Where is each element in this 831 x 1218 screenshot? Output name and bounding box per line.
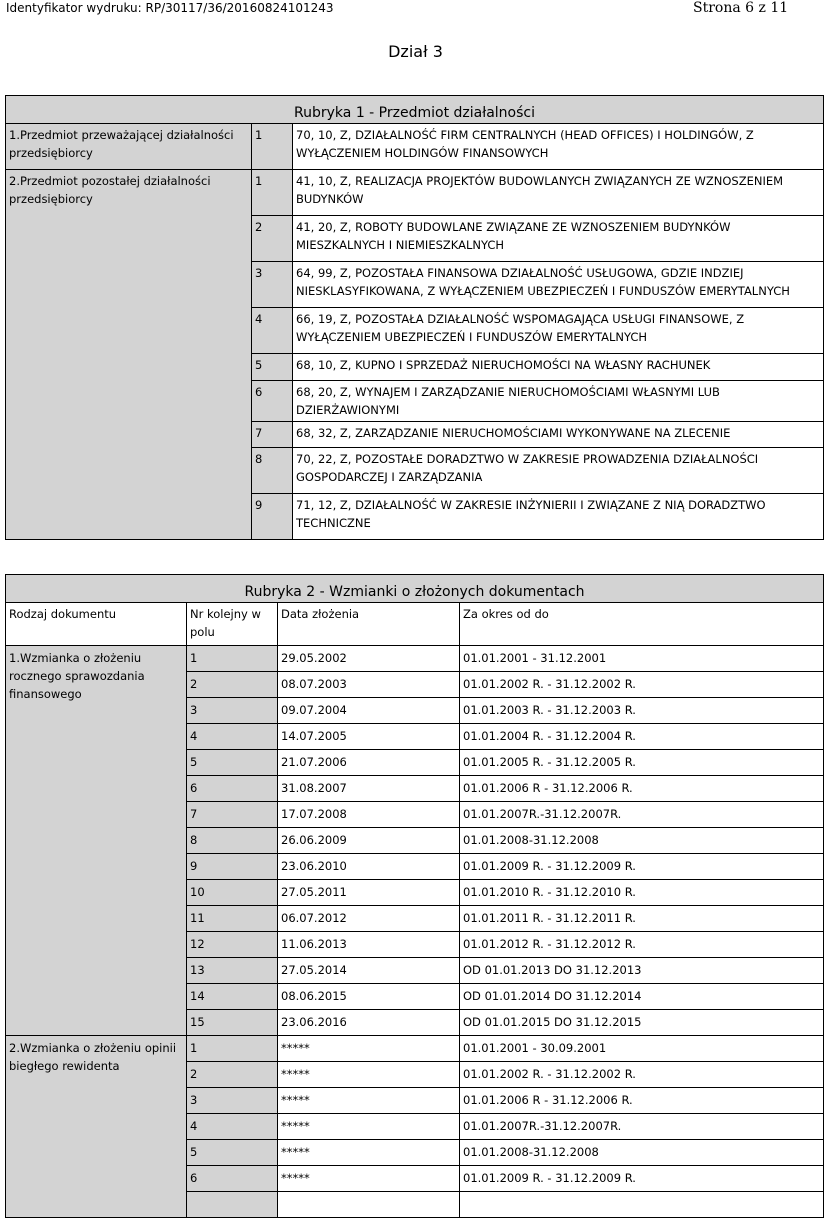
activity-number: 1 — [252, 170, 293, 216]
document-number: 3 — [187, 698, 278, 724]
activity-description: 41, 20, Z, ROBOTY BUDOWLANE ZWIĄZANE ZE WZNOSZENIEM BUDYNKÓW MIESZKALNYCH I NIEMIESZKALNYCH — [293, 216, 824, 262]
document-period: 01.01.2002 R. - 31.12.2002 R. — [460, 672, 824, 698]
document-number: 2 — [187, 672, 278, 698]
document-date: 06.07.2012 — [278, 906, 460, 932]
document-period: 01.01.2010 R. - 31.12.2010 R. — [460, 880, 824, 906]
document-period: 01.01.2002 R. - 31.12.2002 R. — [460, 1062, 824, 1088]
document-date: 26.06.2009 — [278, 828, 460, 854]
activity-description: 66, 19, Z, POZOSTAŁA DZIAŁALNOŚĆ WSPOMAGAJĄCA USŁUGI FINANSOWE, Z WYŁĄCZENIEM UBEZPIECZEŃ I FUNDUSZÓW EMERYTALNYCH — [293, 308, 824, 354]
document-date: 27.05.2014 — [278, 958, 460, 984]
page-number: Strona 6 z 11 — [693, 0, 789, 16]
document-period: 01.01.2012 R. - 31.12.2012 R. — [460, 932, 824, 958]
document-number: 4 — [187, 724, 278, 750]
activity-description: 70, 10, Z, DZIAŁALNOŚĆ FIRM CENTRALNYCH (HEAD OFFICES) I HOLDINGÓW, Z WYŁĄCZENIEM HOLDINGÓW FINANSOWYCH — [293, 124, 824, 170]
document-number: 1 — [187, 646, 278, 672]
print-identifier: Identyfikator wydruku: RP/30117/36/20160824101243 — [6, 1, 334, 15]
document-date: 08.07.2003 — [278, 672, 460, 698]
document-row — [6, 646, 824, 672]
document-number: 11 — [187, 906, 278, 932]
document-date: ***** — [278, 1036, 460, 1062]
document-period: OD 01.01.2013 DO 31.12.2013 — [460, 958, 824, 984]
document-date: ***** — [278, 1166, 460, 1192]
document-period: 01.01.2009 R. - 31.12.2009 R. — [460, 854, 824, 880]
document-period: 01.01.2005 R. - 31.12.2005 R. — [460, 750, 824, 776]
document-date: 09.07.2004 — [278, 698, 460, 724]
document-row — [6, 1036, 824, 1062]
document-date: ***** — [278, 1114, 460, 1140]
document-date: 27.05.2011 — [278, 880, 460, 906]
document-number: 5 — [187, 750, 278, 776]
document-type-label: 1.Wzmianka o złożeniu rocznego sprawozdania finansowego — [6, 646, 187, 1036]
document-number: 15 — [187, 1010, 278, 1036]
activity-description: 41, 10, Z, REALIZACJA PROJEKTÓW BUDOWLANYCH ZWIĄZANYCH ZE WZNOSZENIEM BUDYNKÓW — [293, 170, 824, 216]
column-header: Data złożenia — [278, 603, 460, 646]
activity-description: 70, 22, Z, POZOSTAŁE DORADZTWO W ZAKRESIE PROWADZENIA DZIAŁALNOŚCI GOSPODARCZEJ I ZARZĄDZANIA — [293, 448, 824, 494]
activity-number: 1 — [252, 124, 293, 170]
document-date: ***** — [278, 1088, 460, 1114]
activity-description: 68, 10, Z, KUPNO I SPRZEDAŻ NIERUCHOMOŚCI NA WŁASNY RACHUNEK — [293, 354, 824, 381]
document-date: 21.07.2006 — [278, 750, 460, 776]
activity-number: 7 — [252, 422, 293, 448]
document-date — [278, 1192, 460, 1218]
document-period — [460, 1192, 824, 1218]
document-date: 23.06.2016 — [278, 1010, 460, 1036]
activity-description: 64, 99, Z, POZOSTAŁA FINANSOWA DZIAŁALNOŚĆ USŁUGOWA, GDZIE INDZIEJ NIESKLASYFIKOWANA, Z WYŁĄCZENIEM UBEZPIECZEŃ I FUNDUSZÓW EMERYTALNYCH — [293, 262, 824, 308]
document-date: 14.07.2005 — [278, 724, 460, 750]
activity-number: 6 — [252, 381, 293, 422]
document-period: 01.01.2008-31.12.2008 — [460, 828, 824, 854]
activity-number: 3 — [252, 262, 293, 308]
activity-description: 68, 20, Z, WYNAJEM I ZARZĄDZANIE NIERUCHOMOŚCIAMI WŁASNYMI LUB DZIERŻAWIONYMI — [293, 381, 824, 422]
rubryka-1-table — [5, 95, 824, 540]
activity-number: 8 — [252, 448, 293, 494]
document-number: 12 — [187, 932, 278, 958]
document-period: 01.01.2007R.-31.12.2007R. — [460, 802, 824, 828]
document-period: 01.01.2008-31.12.2008 — [460, 1140, 824, 1166]
document-number: 7 — [187, 802, 278, 828]
document-period: OD 01.01.2015 DO 31.12.2015 — [460, 1010, 824, 1036]
activity-description: 68, 32, Z, ZARZĄDZANIE NIERUCHOMOŚCIAMI WYKONYWANE NA ZLECENIE — [293, 422, 824, 448]
document-number: 4 — [187, 1114, 278, 1140]
document-number: 8 — [187, 828, 278, 854]
rubryka-2-table — [5, 574, 824, 1218]
document-number: 2 — [187, 1062, 278, 1088]
activity-group-label: 2.Przedmiot pozostałej działalności przedsiębiorcy — [6, 170, 252, 540]
rubryka-1-title: Rubryka 1 - Przedmiot działalności — [6, 96, 824, 124]
document-date: 08.06.2015 — [278, 984, 460, 1010]
document-period: 01.01.2009 R. - 31.12.2009 R. — [460, 1166, 824, 1192]
document-number: 6 — [187, 1166, 278, 1192]
activity-number: 4 — [252, 308, 293, 354]
document-period: 01.01.2001 - 31.12.2001 — [460, 646, 824, 672]
document-date: 17.07.2008 — [278, 802, 460, 828]
section-title: Dział 3 — [388, 42, 443, 61]
document-number — [187, 1192, 278, 1218]
document-period: 01.01.2006 R - 31.12.2006 R. — [460, 1088, 824, 1114]
document-number: 14 — [187, 984, 278, 1010]
document-type-label: 2.Wzmianka o złożeniu opinii biegłego rewidenta — [6, 1036, 187, 1218]
document-number: 1 — [187, 1036, 278, 1062]
document-period: 01.01.2006 R - 31.12.2006 R. — [460, 776, 824, 802]
document-period: 01.01.2001 - 30.09.2001 — [460, 1036, 824, 1062]
activity-number: 2 — [252, 216, 293, 262]
document-period: 01.01.2007R.-31.12.2007R. — [460, 1114, 824, 1140]
column-header: Za okres od do — [460, 603, 824, 646]
activity-row — [6, 170, 824, 216]
column-header: Rodzaj dokumentu — [6, 603, 187, 646]
document-date: 29.05.2002 — [278, 646, 460, 672]
document-date: 31.08.2007 — [278, 776, 460, 802]
activity-row — [6, 124, 824, 170]
document-period: 01.01.2004 R. - 31.12.2004 R. — [460, 724, 824, 750]
document-number: 6 — [187, 776, 278, 802]
activity-number: 5 — [252, 354, 293, 381]
document-number: 13 — [187, 958, 278, 984]
document-date: ***** — [278, 1140, 460, 1166]
document-number: 9 — [187, 854, 278, 880]
document-period: 01.01.2003 R. - 31.12.2003 R. — [460, 698, 824, 724]
document-date: 23.06.2010 — [278, 854, 460, 880]
document-date: 11.06.2013 — [278, 932, 460, 958]
document-period: 01.01.2011 R. - 31.12.2011 R. — [460, 906, 824, 932]
document-number: 3 — [187, 1088, 278, 1114]
document-number: 10 — [187, 880, 278, 906]
activity-number: 9 — [252, 494, 293, 540]
document-period: OD 01.01.2014 DO 31.12.2014 — [460, 984, 824, 1010]
document-date: ***** — [278, 1062, 460, 1088]
document-number: 5 — [187, 1140, 278, 1166]
activity-group-label: 1.Przedmiot przeważającej działalności przedsiębiorcy — [6, 124, 252, 170]
rubryka-2-title: Rubryka 2 - Wzmianki o złożonych dokumentach — [6, 575, 824, 603]
activity-description: 71, 12, Z, DZIAŁALNOŚĆ W ZAKRESIE INŻYNIERII I ZWIĄZANE Z NIĄ DORADZTWO TECHNICZNE — [293, 494, 824, 540]
column-header: Nr kolejny w polu — [187, 603, 278, 646]
